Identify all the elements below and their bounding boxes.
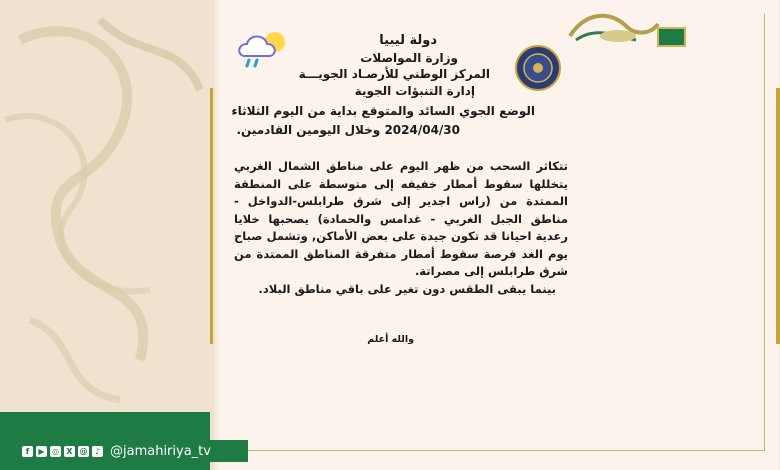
ornament-icon [566,6,662,44]
ministry-name: وزارة المواصلات [360,51,458,65]
social-handle[interactable]: @jamahiriya_tv [110,443,211,459]
tiktok-icon[interactable]: ♪ [92,446,103,457]
instagram-icon[interactable]: ◎ [50,446,61,457]
report-date: 2024/04/30 وخلال اليومين القادمين. [236,123,460,137]
forecast-paragraph: تتكاثر السحب من ظهر اليوم على مناطق الشمال الغربي يتخللها سقوط أمطار خفيفه إلى متوسطة على المنطقة الممتدة من (راس اجدير إلى شرق طرابلس-الدواخل - مناطق الجبل الغربي - غدامس والحمادة) يصحبها خلايا رعدية احيانا قد تكون جيدة على بعض الأماكن, وتشمل صباح يوم الغد فرصة سقوط أمطار متفرقة المناطق الممتدة من شرق طرابلس إلى مصراتة. [234,159,568,278]
x-icon[interactable]: X [64,446,75,457]
rain-cloud-icon [235,28,291,70]
youtube-icon[interactable]: ▶ [36,446,47,457]
decorative-background [0,0,215,470]
state-name: دولة ليبيا [379,33,437,48]
signoff: والله أعلم [367,334,414,345]
forecast-closing: بينما يبقى الطقس دون تغير على باقي مناطق البلاد. [258,282,556,296]
social-bar [12,440,248,462]
gold-stripe-right [776,88,780,344]
meteorology-emblem-icon [515,45,561,91]
gold-stripe-left [210,88,213,344]
flag-icon [657,27,686,47]
calligraphy-ornament [0,0,215,470]
center-name: المركز الوطني للأرصـاد الجويـــة [298,67,490,81]
report-subject: الوضع الجوي السائد والمتوقع بداية من اليوم الثلاثاء [231,104,535,118]
threads-icon[interactable]: @ [79,446,88,456]
department-name: إدارة التنبؤات الجوية [354,84,475,98]
facebook-icon[interactable]: f [22,446,33,457]
